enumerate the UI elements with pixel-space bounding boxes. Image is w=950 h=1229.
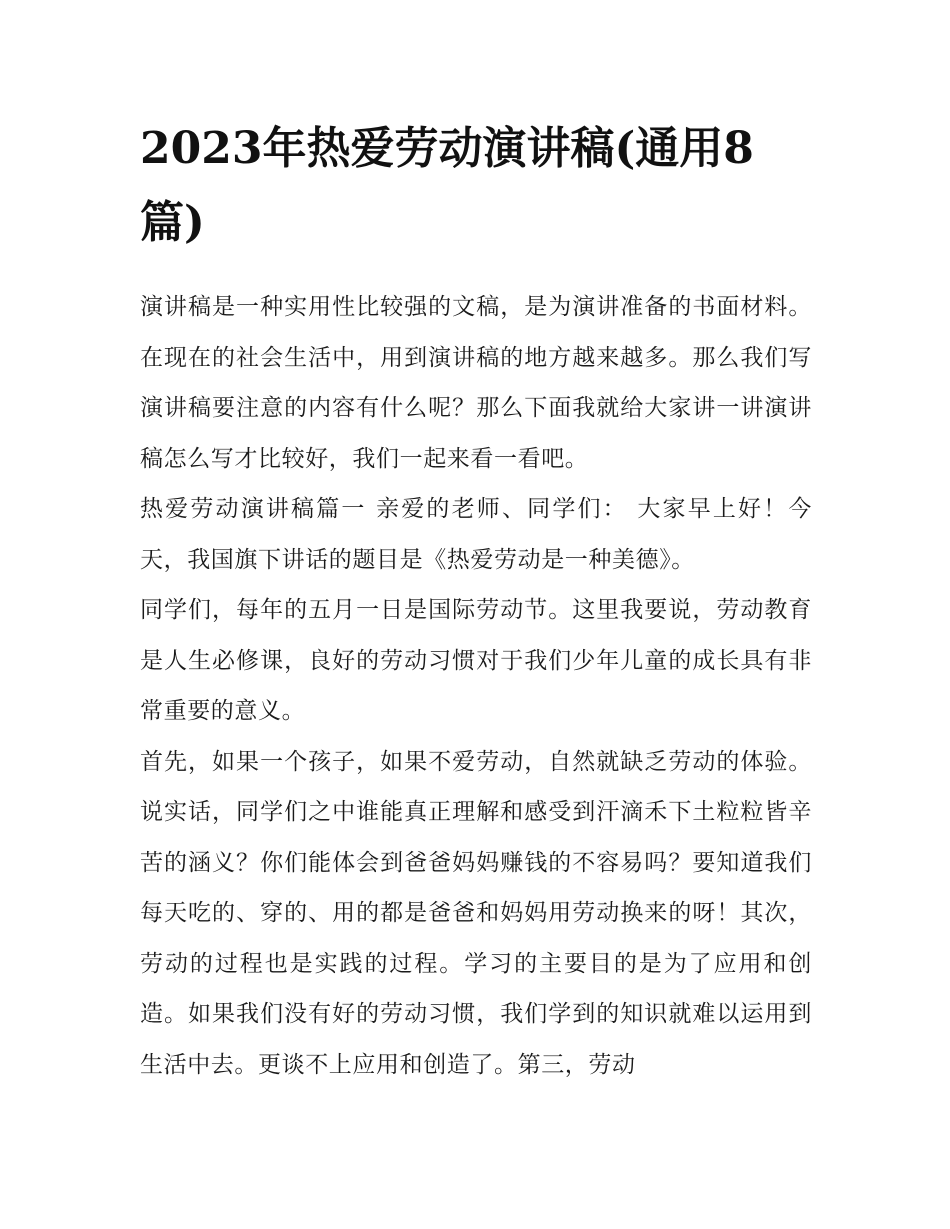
paragraph-first-reason: 首先，如果一个孩子，如果不爱劳动，自然就缺乏劳动的体验。说实话，同学们之中谁能真正理解和感受到汗滴禾下土粒粒皆辛苦的涵义？你们能体会到爸爸妈妈赚钱的不容易吗？要知道我们每天吃的、穿的、用的都是爸爸和妈妈用劳动换来的呀！其次，劳动的过程也是实践的过程。学习的主要目的是为了应用和创造。如果我们没有好的劳动习惯，我们学到的知识就难以运用到生活中去。更谈不上应用和创造了。第三，劳动: [140, 748, 812, 1078]
paragraph-opening: 热爱劳动演讲稿篇一 亲爱的老师、同学们： 大家早上好！今天，我国旗下讲话的题目是《热爱劳动是一种美德》。: [140, 496, 812, 573]
document-page: [140, 112, 812, 1090]
paragraph-intro: 演讲稿是一种实用性比较强的文稿，是为演讲准备的书面材料。在现在的社会生活中，用到演讲稿的地方越来越多。那么我们写演讲稿要注意的内容有什么呢？那么下面我就给大家讲一讲演讲稿怎么写才比较好，我们一起来看一看吧。: [140, 294, 812, 472]
document-body: [140, 282, 812, 1090]
paragraph-labor-day: 同学们，每年的五月一日是国际劳动节。这里我要说，劳动教育是人生必修课，良好的劳动习惯对于我们少年儿童的成长具有非常重要的意义。: [140, 597, 812, 724]
document-title: 2023年热爱劳动演讲稿(通用8篇): [140, 123, 754, 248]
